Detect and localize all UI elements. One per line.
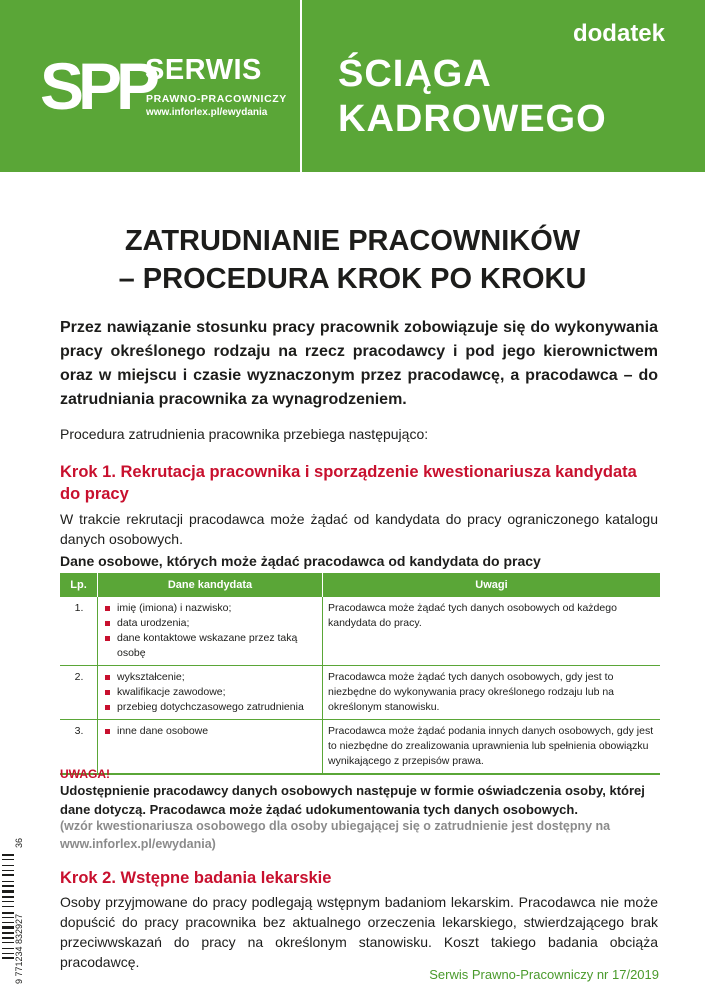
barcode-bar — [2, 926, 14, 929]
barcode-bar — [2, 901, 14, 902]
warning-text: Udostępnienie pracodawcy danych osobowych następuje w formie oświadczenia osoby, której dane dotyczą. Pracodawca może żądać udokumentowania tych danych osobowych. — [60, 783, 645, 817]
step2-text: Osoby przyjmowane do pracy podlegają wstępnym badaniom lekarskim. Pracodawca nie może dopuścić do pracy pracownika bez aktualnego orzeczenia lekarskiego, stwierdzającego brak przeciwwskazań do pracy na określonym stanowisku. Koszt takiego badania obciąża pracodawcę. — [60, 894, 658, 970]
header-divider — [300, 0, 302, 172]
barcode-bar — [2, 942, 14, 943]
list-item: przebieg dotychczasowego zatrudnienia — [103, 700, 318, 715]
table-title: Dane osobowe, których może żądać pracodawca od kandydata do pracy — [60, 553, 541, 569]
lead-paragraph: Przez nawiązanie stosunku pracy pracownik zobowiązuje się do wykonywania pracy określonego rodzaju na rzecz pracodawcy i pod jego kierownictwem oraz w miejscu i czasie wyznaczonym przez pracodawcę, a pracodawca – do zatrudniania pracownika za wynagrodzeniem. — [60, 319, 658, 408]
list-item: wykształcenie; — [103, 670, 318, 685]
header-data: Dane kandydata — [98, 573, 323, 597]
barcode-bar — [2, 859, 14, 860]
template-note: (wzór kwestionariusza osobowego dla osoby ubiegającej się o zatrudnienie jest dostępny na www.inforlex.pl/ewydania) — [60, 819, 611, 851]
step2-heading: Krok 2. Wstępne badania lekarskie — [60, 869, 332, 887]
article-title-line2: – PROCEDURA KROK PO KROKU — [118, 263, 587, 295]
barcode-bar — [2, 874, 14, 876]
header-notes: Uwagi — [323, 573, 661, 597]
list-item: data urodzenia; — [103, 616, 318, 631]
brand-name: SERWIS — [145, 54, 262, 86]
row-lp: 3. — [60, 720, 98, 775]
barcode-bar — [2, 957, 14, 959]
row-lp: 1. — [60, 597, 98, 666]
row-note: Pracodawca może żądać podania innych danych osobowych, gdy jest to niezbędne do zrealizowania uprawnienia lub spełnienia obowiązku wynikającego z przepisów prawa. — [323, 720, 661, 775]
barcode-bar — [2, 937, 14, 939]
barcode-bar — [2, 881, 14, 882]
barcode-bar — [2, 865, 14, 866]
row-note: Pracodawca może żądać tych danych osobowych od każdego kandydata do pracy. — [323, 597, 661, 666]
barcode-bar — [2, 854, 14, 856]
list-item: inne dane osobowe — [103, 724, 318, 739]
header-banner — [0, 0, 705, 172]
barcode-bar — [2, 870, 14, 871]
barcode-bar — [2, 953, 14, 954]
brand-subtitle: PRAWNO-PRACOWNICZY — [146, 93, 287, 105]
warning-label: UWAGA! — [60, 767, 110, 781]
barcode-bar — [2, 948, 14, 949]
barcode-bar — [2, 885, 14, 887]
supplement-badge: dodatek — [572, 20, 665, 47]
footer-issue: Serwis Prawno-Pracowniczy nr 17/2019 — [429, 967, 659, 982]
magazine-title-line2: KADROWEGO — [338, 98, 607, 140]
table-row — [60, 666, 660, 720]
barcode-bar — [2, 890, 14, 893]
barcode-bar — [2, 896, 14, 898]
row-lp: 2. — [60, 666, 98, 720]
list-item: kwalifikacje zawodowe; — [103, 685, 318, 700]
step1-heading: Krok 1. Rekrutacja pracownika i sporządzenie kwestionariusza kandydata do pracy — [60, 463, 637, 503]
row-note: Pracodawca może żądać tych danych osobowych, gdy jest to niezbędne do wykonywania pracy określonego rodzaju lub na określonym stanowisku. — [323, 666, 661, 720]
list-item: imię (imiona) i nazwisko; — [103, 601, 318, 616]
brand-url[interactable]: www.inforlex.pl/ewydania — [146, 107, 268, 118]
barcode-bar — [2, 912, 14, 914]
barcode-bar — [2, 906, 14, 907]
list-item: dane kontaktowe wskazane przez taką osobę — [103, 631, 318, 661]
magazine-title-line1: ŚCIĄGA — [338, 53, 492, 95]
spp-logo-icon — [40, 49, 155, 123]
row-items — [98, 720, 323, 775]
personal-data-table — [60, 573, 660, 775]
table-row — [60, 597, 660, 666]
barcode-bar — [2, 922, 14, 923]
logo-lettering: SPP — [40, 49, 155, 123]
article-title-line1: ZATRUDNIANIE PRACOWNIKÓW — [124, 225, 581, 257]
table-header-row — [60, 573, 660, 597]
table-row — [60, 720, 660, 775]
intro-paragraph: Procedura zatrudnienia pracownika przebiega następująco: — [60, 426, 429, 442]
barcode-bar — [2, 932, 14, 934]
row-items — [98, 666, 323, 720]
row-items — [98, 597, 323, 666]
magazine-title — [338, 52, 607, 142]
barcode-bar — [2, 917, 14, 918]
barcode-issue: 36 — [14, 837, 24, 848]
barcode-icon — [2, 826, 34, 986]
header-lp: Lp. — [60, 573, 98, 597]
article-title — [0, 222, 705, 298]
step1-text: W trakcie rekrutacji pracodawca może żądać od kandydata do pracy ograniczonego katalogu danych osobowych. — [60, 511, 658, 547]
barcode-number: 9 771234 832927 — [14, 913, 24, 984]
